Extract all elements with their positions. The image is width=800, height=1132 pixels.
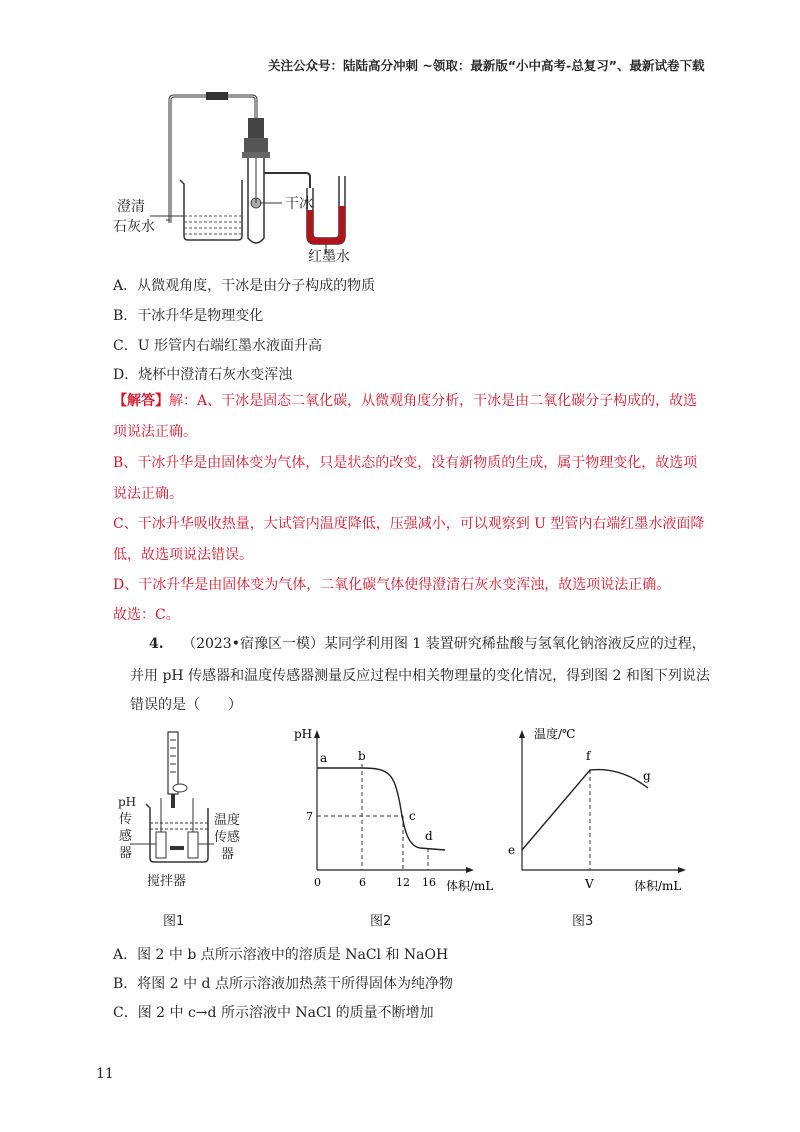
fig2-xtick-6: 6	[359, 876, 366, 889]
fig1-ph-sensor-char-1: 传	[119, 812, 133, 827]
answer-tag: 【解答】	[113, 393, 169, 409]
fig2-xlabel: 体积/mL	[446, 879, 494, 893]
fig2-xtick-12: 12	[396, 876, 410, 889]
q4-option-b: B．将图 2 中 d 点所示溶液加热蒸干所得固体为纯净物	[113, 976, 453, 992]
question-stem-1: 某同学利用图 1 装置研究稀盐酸与氢氧化钠溶液反应的过程，	[323, 636, 706, 652]
answer-line-5: C、干冰升华吸收热量，大试管内温度降低，压强减小，可以观察到 U 型管内右端红墨水液面降	[113, 516, 705, 532]
fig3-xtick-v: V	[585, 877, 594, 891]
label-lime-water-2: 石灰水	[113, 219, 155, 235]
q4-option-a: A．图 2 中 b 点所示溶液中的溶质是 NaCl 和 NaOH	[113, 947, 449, 963]
fig3-caption: 图3	[572, 914, 594, 929]
answer-line-1	[113, 387, 697, 416]
question-4-line-3: 错误的是（ ）	[130, 697, 242, 713]
question-source: （2023•宿豫区一模）	[182, 636, 324, 652]
fig2-ytick-7: 7	[306, 810, 313, 823]
fig3-point-f: f	[586, 749, 591, 763]
fig2-xtick-0: 0	[314, 876, 321, 889]
fig2-point-b: b	[358, 749, 366, 763]
fig2-caption: 图2	[370, 914, 392, 929]
answer-line-6: 低，故选项说法错误。	[113, 547, 253, 563]
fig1-label-temp-sensor	[214, 812, 240, 863]
answer-line-3: B、干冰升华是由固体变为气体，只是状态的改变，没有新物质的生成，属于物理变化，故选项	[113, 455, 698, 471]
q4-option-c: C．图 2 中 c→d 所示溶液中 NaCl 的质量不断增加	[113, 1005, 434, 1021]
fig1-temp-sensor-line-1: 温度	[214, 813, 241, 828]
fig3-point-e: e	[508, 843, 516, 857]
answer-line-4: 说法正确。	[113, 486, 183, 502]
fig1-ph-sensor-char-3: 器	[119, 846, 133, 861]
label-lime-water-1: 澄清	[117, 199, 145, 215]
fig1-label-ph: pH	[118, 795, 137, 809]
answer-line-2: 项说法正确。	[113, 424, 197, 440]
fig2-xtick-16: 16	[422, 876, 436, 889]
label-red-ink: 红墨水	[308, 249, 350, 265]
fig3-xlabel: 体积/mL	[634, 879, 682, 893]
answer-line-8: 故选：C。	[113, 607, 180, 623]
dry-ice-apparatus-figure	[110, 88, 370, 268]
option-c: C．U 形管内右端红墨水液面升高	[113, 338, 322, 354]
option-a: A．从微观角度，干冰是由分子构成的物质	[113, 278, 376, 294]
option-d: D．烧杯中澄清石灰水变浑浊	[113, 367, 293, 383]
page-number: 11	[96, 1066, 114, 1082]
fig2-ylabel: pH	[294, 727, 313, 741]
answer-line-7: D、干冰升华是由固体变为气体，二氧化碳气体使得澄清石灰水变浑浊，故选项说法正确。	[113, 577, 671, 593]
answer-text-1: 解：A、干冰是固态二氧化碳，从微观角度分析，干冰是由二氧化碳分子构成的，故选	[169, 393, 698, 409]
fig2-point-d: d	[425, 829, 433, 843]
page-header: 关注公众号：陆陆高分冲刺 ~领取：最新版“小中高考-总复习”、最新试卷下载	[268, 58, 705, 73]
fig1-label-stirrer: 搅拌器	[147, 874, 187, 889]
fig1-caption: 图1	[163, 914, 185, 929]
fig2-point-a: a	[320, 751, 328, 765]
figure-2-ph-chart	[290, 724, 510, 899]
fig3-ylabel: 温度/℃	[534, 727, 576, 741]
fig1-ph-sensor-char-2: 感	[119, 829, 133, 844]
label-dry-ice: 干冰	[285, 196, 313, 212]
temperature-curve	[522, 770, 648, 850]
fig1-label-ph-sensor	[119, 811, 135, 862]
question-4-line-1	[149, 633, 706, 653]
fig3-point-g: g	[643, 769, 651, 783]
option-b: B．干冰升华是物理变化	[113, 308, 264, 324]
figure-3-temperature-chart	[500, 724, 700, 899]
fig1-temp-sensor-line-3: 器	[221, 847, 235, 862]
fig2-point-c: c	[409, 809, 416, 823]
question-number: 4.	[149, 636, 164, 652]
question-4-line-2: 并用 pH 传感器和温度传感器测量反应过程中相关物理量的变化情况，得到图 2 和图下列说法	[130, 668, 710, 684]
fig1-temp-sensor-line-2: 传感	[214, 830, 241, 845]
